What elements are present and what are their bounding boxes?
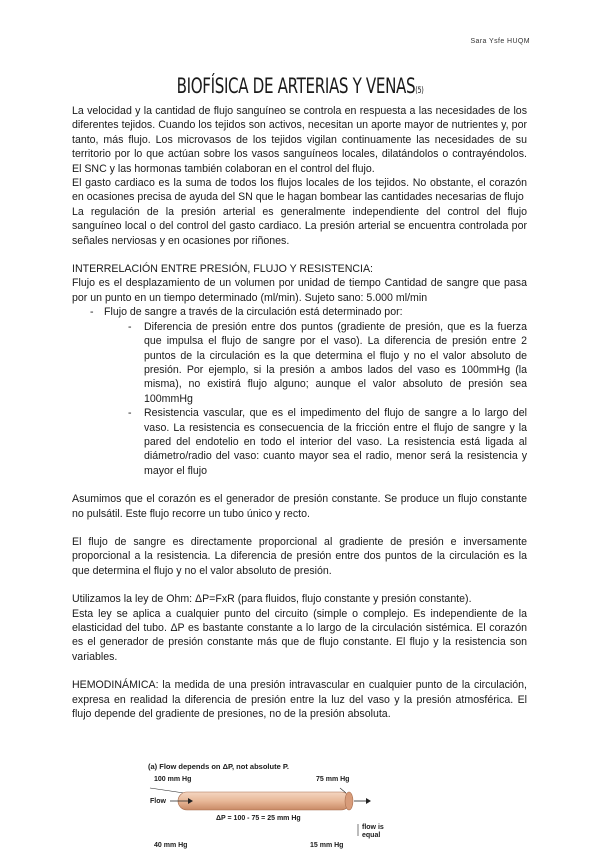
document-body bbox=[72, 104, 527, 721]
paragraph: La velocidad y la cantidad de flujo sanguíneo se controla en respuesta a las necesidades de los diferentes tejidos. Cuando los tejidos son activos, necesitan un aporte mayor de nutrientes y, por tanto, más flujo. Los microvasos de los tejidos vigilan continuamente las necesidades de su territorio por lo que actúan sobre los vasos sanguíneos locales, dilatándolos o contrayéndolos. El SNC y las hormonas también colaboran en el control del flujo. bbox=[72, 105, 527, 175]
equal-label: equal bbox=[362, 832, 381, 839]
pressure-right-label-2: 15 mm Hg bbox=[310, 842, 344, 849]
vessel-tube bbox=[178, 792, 350, 810]
dash-bullet-icon: - bbox=[128, 320, 132, 333]
vessel-end bbox=[345, 792, 353, 810]
list-item: - Resistencia vascular, que es el impedimento del flujo de sangre a lo largo del vaso. La resistencia es consecuencia de la fricción entre el flujo de sangre y la pared del endotelio en todo el interior del vaso. La resistencia está ligada al diámetro/radio del vaso: cuanto mayor sea el radio, menor será la resistencia y mayor el flujo bbox=[128, 407, 527, 477]
delta-p-label: ΔP = 100 - 75 = 25 mm Hg bbox=[216, 815, 301, 822]
flow-is-label: flow is bbox=[362, 824, 384, 831]
list-item: - Flujo de sangre a través de la circulación está determinado por: bbox=[90, 306, 403, 319]
title-subscript: (5) bbox=[415, 86, 424, 96]
dash-bullet-icon: - bbox=[128, 407, 132, 420]
pressure-left-label: 100 mm Hg bbox=[154, 776, 192, 783]
pressure-right-label: 75 mm Hg bbox=[316, 776, 350, 783]
page-title bbox=[84, 74, 516, 98]
paragraph: El gasto cardiaco es la suma de todos los flujos locales de los tejidos. No obstante, el corazón en ocasiones precisa de ayuda del SN que le hagan bombear las cantidades necesarias de flujo bbox=[72, 177, 527, 204]
flow-figure bbox=[140, 762, 410, 848]
paragraph: El flujo de sangre es directamente proporcional al gradiente de presión e inversamente proporcional a la resistencia. La diferencia de presión entre dos puntos de la circulación es la que determina el flujo y no el valor absoluto de presión. bbox=[72, 535, 527, 577]
dash-bullet-icon: - bbox=[90, 306, 94, 319]
paragraph: HEMODINÁMICA: la medida de una presión intravascular en cualquier punto de la circulación, expresa en realidad la diferencia de presión entre la luz del vaso y la presión atmosférica. El flujo depende del gradiente de presiones, no de la presión absoluta. bbox=[72, 679, 527, 721]
author-header: Sara Ysfe HUQM bbox=[470, 38, 530, 45]
figure-title: (a) Flow depends on ΔP, not absolute P. bbox=[148, 762, 289, 771]
paragraph: Flujo es el desplazamiento de un volumen por unidad de tiempo Cantidad de sangre que pasa por un punto en un tiempo determinado (ml/min). Sujeto sano: 5.000 ml/min bbox=[72, 277, 527, 304]
title-main: BIOFÍSICA DE ARTERIAS Y VENAS bbox=[176, 74, 416, 98]
paragraph: La regulación de la presión arterial es generalmente independiente del control del flujo sanguíneo local o del control del gasto cardiaco. La presión arterial se encuentra controlada por señales nerviosas y en ocasiones por riñones. bbox=[72, 205, 527, 247]
pointer-line-left bbox=[150, 788, 184, 793]
paragraph: Utilizamos la ley de Ohm: ΔP=FxR (para fluidos, flujo constante y presión constante). bbox=[72, 593, 472, 606]
flow-label: Flow bbox=[150, 798, 166, 805]
paragraph: Asumimos que el corazón es el generador de presión constante. Se produce un flujo constante no pulsátil. Este flujo recorre un tubo único y recto. bbox=[72, 493, 527, 520]
pressure-left-label-2: 40 mm Hg bbox=[154, 842, 188, 849]
list-item: - Diferencia de presión entre dos puntos (gradiente de presión, que es la fuerza que impulsa el flujo de sangre por el vaso). La diferencia de presión entre 2 puntos de la circulación es la que determina el flujo y no el valor absoluto de presión. Por ejemplo, si la presión a ambos lados del vaso es 100mmHg (la misma), no existirá flujo alguno; aunque el valor absoluto de presión sea 100mmHg bbox=[128, 320, 527, 405]
section-heading: INTERRELACIÓN ENTRE PRESIÓN, FLUJO Y RESISTENCIA: bbox=[72, 263, 374, 276]
out-arrow-icon bbox=[366, 798, 371, 804]
paragraph: Esta ley se aplica a cualquier punto del circuito (simple o complejo. Es independiente de la elasticidad del tubo. ΔP es bastante constante a lo largo de la circulación sistémica. El corazón es el generador de presión constante más que de flujo constante. El flujo y la resistencia son variables. bbox=[72, 607, 527, 663]
